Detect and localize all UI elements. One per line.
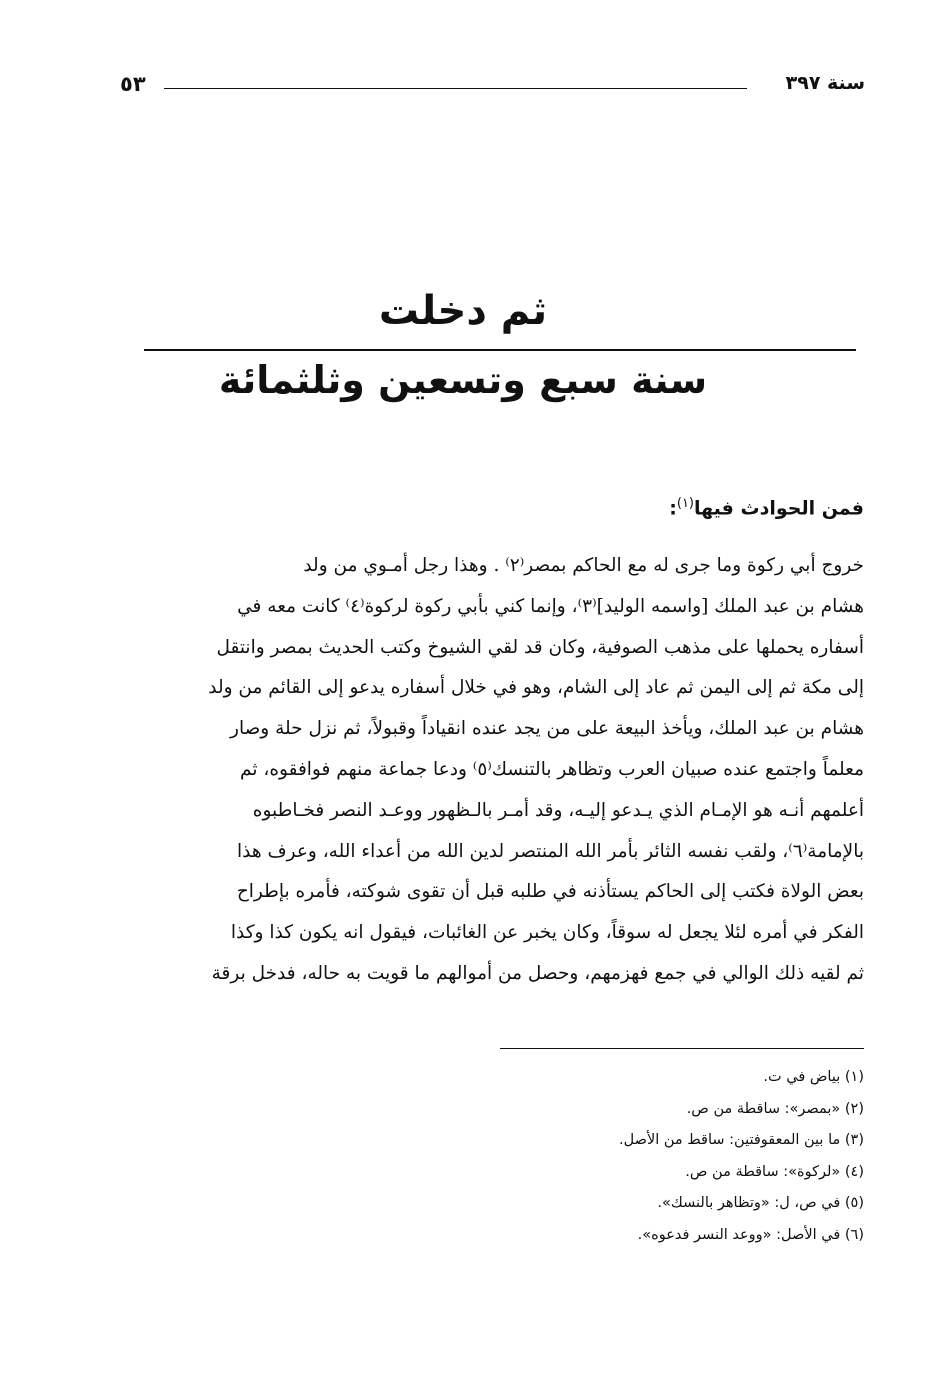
heading-rule — [144, 349, 856, 351]
page-number: ٥٣ — [120, 72, 146, 96]
footnote-3: (٣) ما بين المعقوفتين: ساقط من الأصل. — [619, 1132, 864, 1148]
section-intro — [104, 496, 864, 519]
chapter-heading-line2: سنة سبع وتسعين وثلثمائة — [218, 358, 708, 402]
body-paragraph — [119, 546, 864, 995]
body-line: بعض الولاة فكتب إلى الحاكم يستأذنه في طلبه قبل أن تقوى شوكته، فأمره بإطراح — [236, 881, 864, 903]
body-line: خروج أبي ركوة وما جرى له مع الحاكم بمصر⁽٢⁾ . وهذا رجل أمـوي من ولد — [303, 555, 864, 576]
body-line: إلى مكة ثم إلى اليمن ثم عاد إلى الشام، وهو في خلال أسفاره يدعو إلى القائم من ولد — [208, 677, 864, 699]
body-line: هشام بن عبد الملك، ويأخذ البيعة على من يجد عنده انقياداً وقبولاً، ثم نزل حلة وصار — [230, 718, 864, 740]
intro-footnote-ref: (١) — [676, 496, 694, 511]
footnote-4: (٤) «لركوة»: ساقطة من ص. — [685, 1163, 864, 1180]
body-line: الفكر في أمره لئلا يجعل له سوقاً، وكان يخبر عن الغائبات، فيقول انه يكون كذا وكذا — [230, 922, 864, 944]
intro-text: فمن الحوادث فيها — [694, 497, 864, 520]
body-line: هشام بن عبد الملك [واسمه الوليد]⁽٣⁾، وإنما كني بأبي ركوة لركوة⁽٤⁾ كانت معه في — [237, 595, 864, 617]
body-line: ثم لقيه ذلك الوالي في جمع فهزمهم، وحصل من أموالهم ما قويت به حاله، فدخل برقة — [211, 962, 864, 984]
header-rule — [164, 88, 747, 89]
chapter-heading-line1: ثم دخلت — [378, 288, 548, 334]
body-line: بالإمامة⁽٦⁾، ولقب نفسه الثائر بأمر الله المنتصر لدين الله من أعداء الله، وعرف هذا — [236, 840, 864, 862]
running-title: سنة ٣٩٧ — [785, 72, 865, 94]
footnotes — [119, 1062, 864, 1251]
footnote-2: (٢) «بمصر»: ساقطة من ص. — [686, 1100, 864, 1117]
body-line: أعلمهم أنـه هو الإمـام الذي يـدعو إليـه، وقد أمـر بالـظهور ووعـد النصر فخـاطبوه — [252, 799, 864, 821]
page-header — [120, 72, 865, 106]
body-line: معلماً واجتمع عنده صبيان العرب وتظاهر بالتنسك⁽٥⁾ ودعا جماعة منهم فوافقوه، ثم — [240, 758, 864, 780]
footnote-1: (١) بياض في ت. — [763, 1069, 864, 1085]
footnote-5: (٥) في ص، ل: «وتظاهر بالنسك». — [657, 1195, 864, 1211]
footnote-rule — [500, 1048, 864, 1049]
intro-colon: : — [669, 497, 677, 520]
body-line: أسفاره يحملها على مذهب الصوفية، وكان قد لقي الشيوخ وكتب الحديث بمصر وانتقل — [216, 636, 864, 658]
footnote-6: (٦) في الأصل: «ووعد النسر فدعوه». — [637, 1226, 864, 1243]
